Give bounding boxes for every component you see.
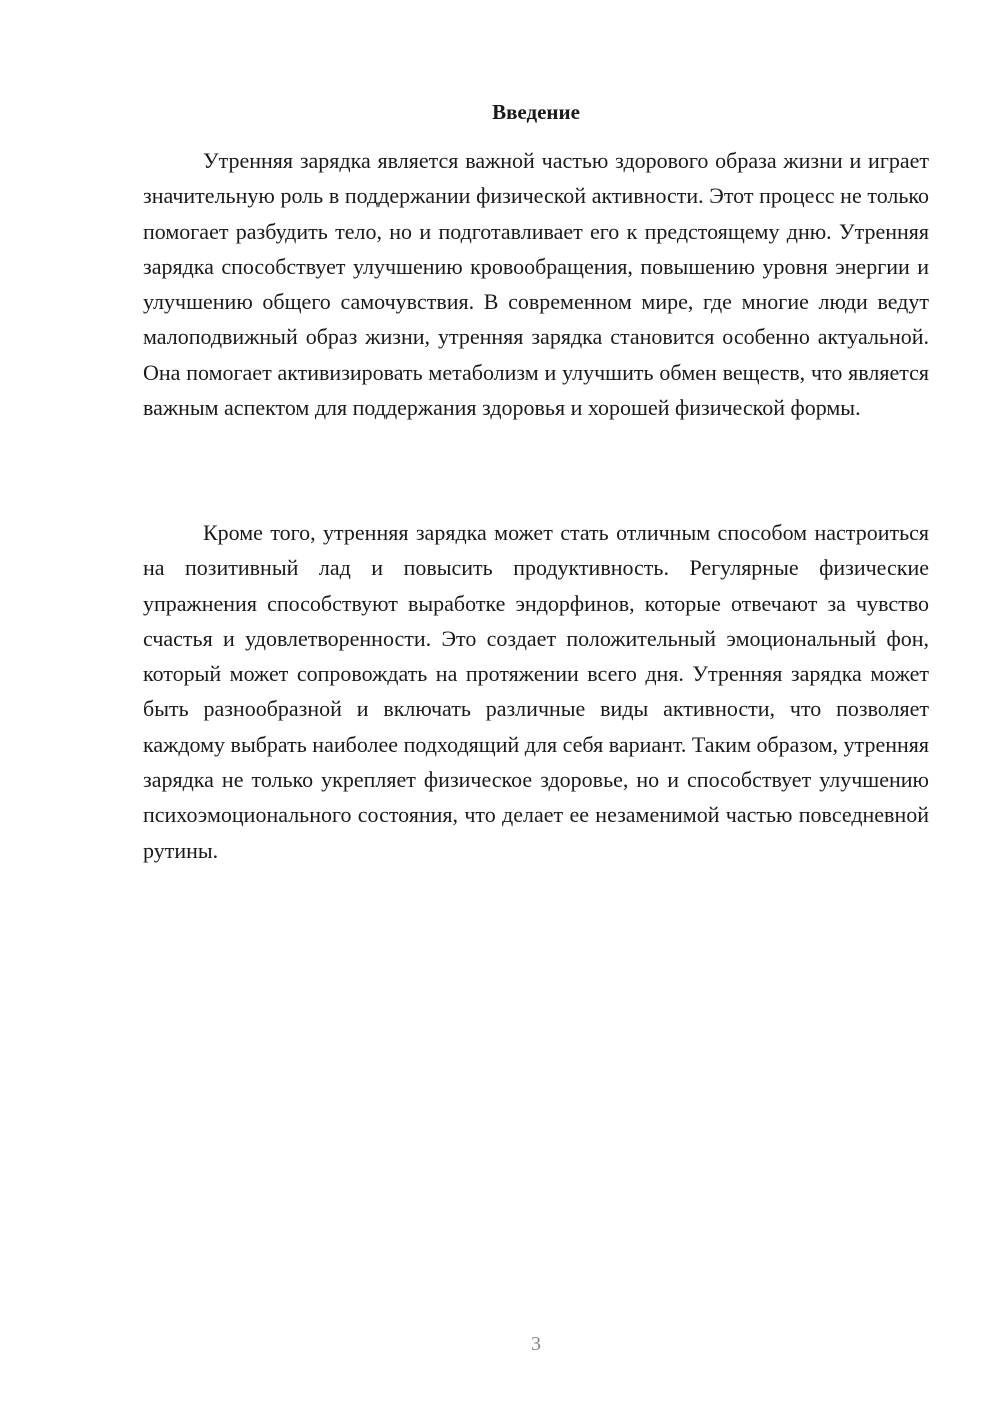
paragraph-1: Утренняя зарядка является важной частью здорового образа жизни и играет значительную роль в поддержании физической активности. Этот процесс не только помогает разбудить тело, но и подготавливает его к предстоящему дню. Утренняя зарядка способствует улучшению кровообращения, повышению уровня энергии и улучшению общего самочувствия. В современном мире, где многие люди ведут малоподвижный образ жизни, утренняя зарядка становится особенно актуальной. Она помогает активизировать метаболизм и улучшить обмен веществ, что является важным аспектом для поддержания здоровья и хорошей физической формы. <box>143 148 929 421</box>
paragraph-2: Кроме того, утренняя зарядка может стать отличным способом настроиться на позитивный лад и повысить продуктивность. Регулярные физические упражнения способствуют выработке эндорфинов, которые отвечают за чувство счастья и удовлетворенности. Это создает положительный эмоциональный фон, который может сопровождать на протяжении всего дня. Утренняя зарядка может быть разнообразной и включать различные виды активности, что позволяет каждому выбрать наиболее подходящий для себя вариант. Таким образом, утренняя зарядка не только укрепляет физическое здоровье, но и способствует улучшению психоэмоционального состояния, что делает ее незаменимой частью повседневной рутины. <box>143 520 929 863</box>
page-number: 3 <box>531 1333 541 1355</box>
section-heading: Введение <box>492 100 580 124</box>
